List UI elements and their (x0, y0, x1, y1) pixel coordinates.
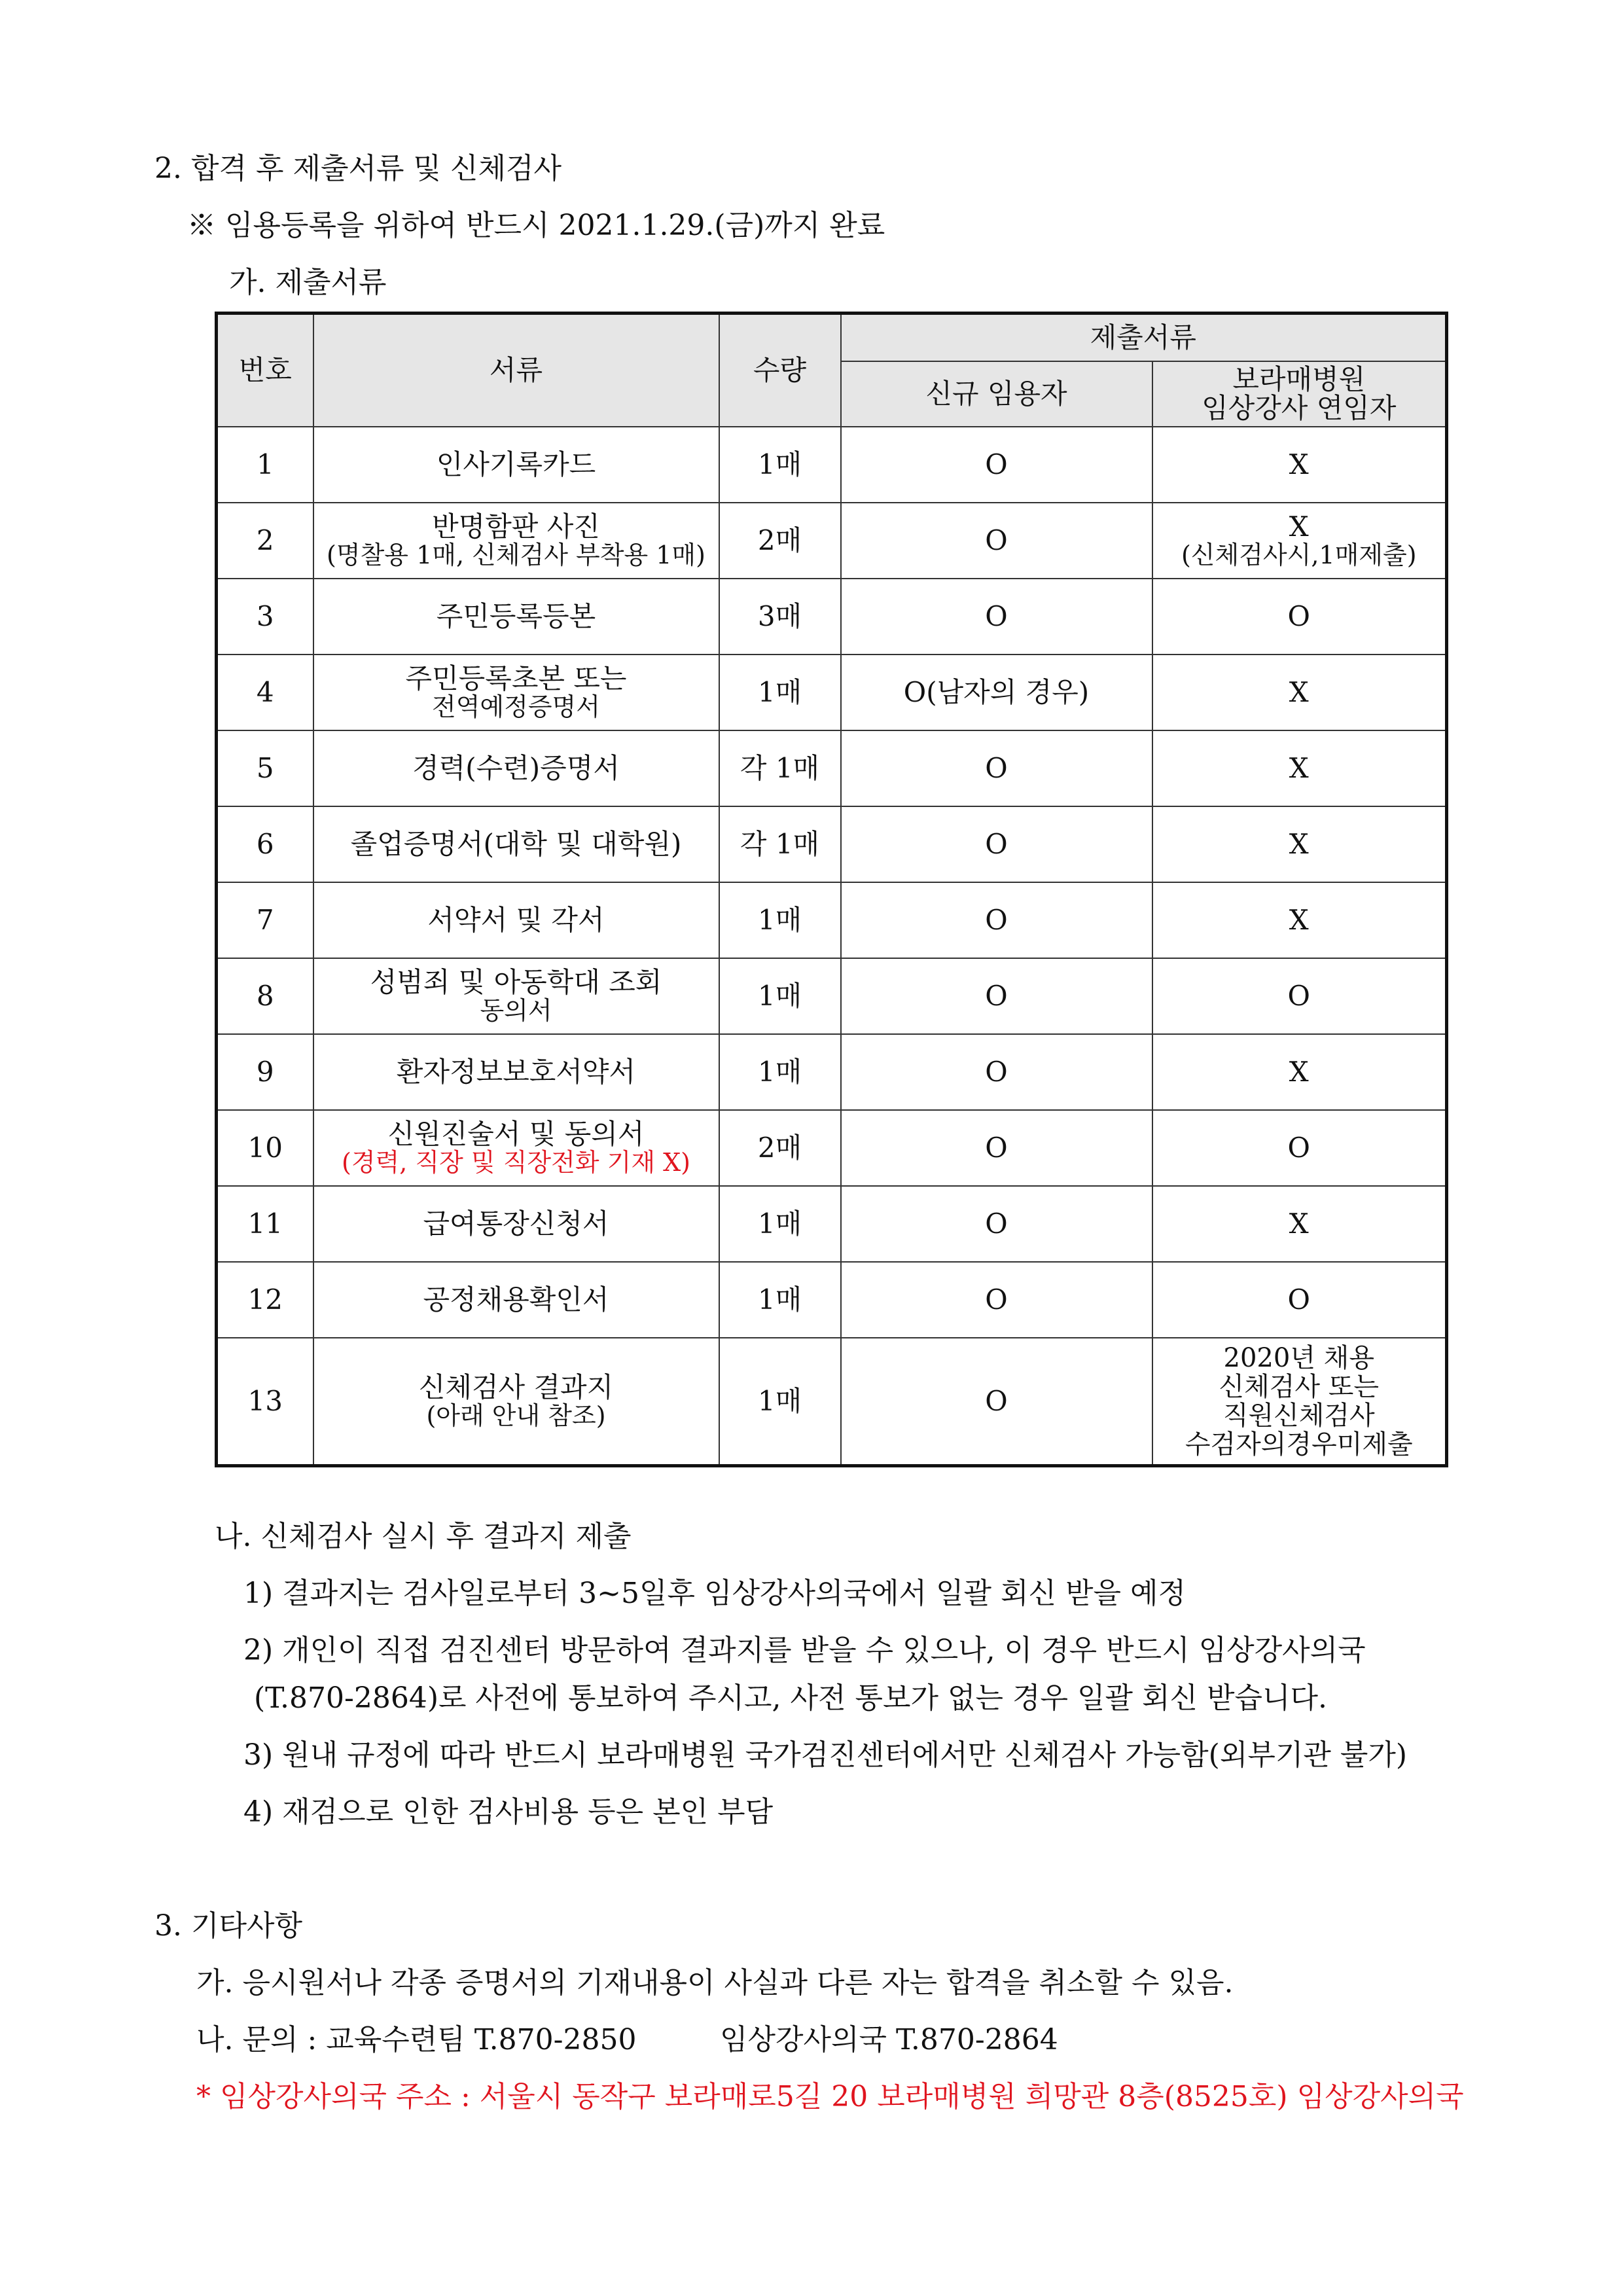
document-name: 성범죄 및 아동학대 조회 (370, 966, 662, 998)
row-document (313, 806, 719, 882)
row-document (313, 427, 719, 503)
row-renewal (1152, 730, 1447, 806)
header-quantity: 수량 (719, 314, 841, 427)
row-quantity: 각 1매 (719, 806, 841, 882)
renewal-detail: (신체검사시,1매제출) (1181, 541, 1417, 569)
row-number: 3 (217, 579, 313, 655)
row-number: 11 (217, 1186, 313, 1262)
header-no: 번호 (217, 314, 313, 427)
row-new-hire: O (841, 579, 1152, 655)
row-renewal (1152, 503, 1447, 579)
row-renewal (1152, 579, 1447, 655)
etc-item-b-contact-2: 임상강사의국 T.870-2864 (720, 2023, 1058, 2056)
renewal-mark: X (1289, 1208, 1309, 1240)
row-number: 5 (217, 730, 313, 806)
section-3-title: 3. 기타사항 (154, 1909, 302, 1943)
row-document (313, 503, 719, 579)
row-new-hire: O (841, 1338, 1152, 1466)
document-name: 경력(수련)증명서 (412, 752, 620, 784)
row-renewal (1152, 1110, 1447, 1186)
row-document (313, 730, 719, 806)
etc-item-a: 가. 응시원서나 각종 증명서의 기재내용이 사실과 다른 자는 합격을 취소할 수 있음. (196, 1966, 1234, 2000)
row-document (313, 1034, 719, 1110)
table-row (217, 579, 1447, 655)
office-address: * 임상강사의국 주소 : 서울시 동작구 보라매로5길 20 보라매병원 희망관 8층(8525호) 임상강사의국 (196, 2080, 1464, 2113)
row-document (313, 1262, 719, 1338)
row-new-hire: O (841, 958, 1152, 1034)
table-row (217, 1262, 1447, 1338)
row-number: 1 (217, 427, 313, 503)
row-quantity: 1매 (719, 1186, 841, 1262)
document-name: 주민등록등본 (436, 600, 596, 632)
row-number: 12 (217, 1262, 313, 1338)
table-row (217, 806, 1447, 882)
row-new-hire: O (841, 806, 1152, 882)
header-document: 서류 (313, 314, 719, 427)
row-quantity: 1매 (719, 1034, 841, 1110)
row-renewal (1152, 882, 1447, 958)
row-number: 13 (217, 1338, 313, 1466)
table-row (217, 427, 1447, 503)
table-row (217, 1186, 1447, 1262)
document-name: 환자정보보호서약서 (396, 1056, 636, 1088)
row-quantity: 1매 (719, 427, 841, 503)
row-new-hire: O (841, 1110, 1152, 1186)
document-name: 급여통장신청서 (423, 1208, 609, 1240)
row-new-hire: O (841, 503, 1152, 579)
renewal-mark: X (1289, 676, 1309, 708)
document-detail: 전역예정증명서 (432, 692, 600, 721)
subsection-b-title: 나. 신체검사 실시 후 결과지 제출 (215, 1520, 632, 1553)
document-detail: (명찰용 1매, 신체검사 부착용 1매) (327, 541, 705, 569)
header-renewal-line1: 보라매병원 (1232, 363, 1366, 395)
row-quantity: 1매 (719, 958, 841, 1034)
row-number: 6 (217, 806, 313, 882)
document-detail: 동의서 (480, 996, 552, 1025)
row-renewal (1152, 1262, 1447, 1338)
table-row (217, 655, 1447, 730)
row-new-hire: O (841, 1186, 1152, 1262)
table-row (217, 503, 1447, 579)
document-warning: (경력, 직장 및 직장전화 기재 X) (342, 1148, 690, 1177)
row-number: 8 (217, 958, 313, 1034)
row-number: 7 (217, 882, 313, 958)
document-name: 주민등록초본 또는 (405, 662, 627, 694)
note-item-2: 2) 개인이 직접 검진센터 방문하여 결과지를 받을 수 있으나, 이 경우 반드시 임상강사의국 (243, 1634, 1366, 1667)
table-row (217, 730, 1447, 806)
row-quantity: 각 1매 (719, 730, 841, 806)
note-item-3: 3) 원내 규정에 따라 반드시 보라매병원 국가검진센터에서만 신체검사 가능함(외부기관 불가) (243, 1738, 1408, 1772)
row-new-hire: O (841, 1262, 1152, 1338)
row-document (313, 1110, 719, 1186)
note-item-1: 1) 결과지는 검사일로부터 3~5일후 임상강사의국에서 일괄 회신 받을 예정 (243, 1577, 1186, 1610)
row-document (313, 1186, 719, 1262)
renewal-mark: X (1289, 904, 1309, 936)
row-new-hire: O (841, 1034, 1152, 1110)
deadline-note: ※ 임용등록을 위하여 반드시 2021.1.29.(금)까지 완료 (187, 209, 885, 242)
document-name: 졸업증명서(대학 및 대학원) (350, 828, 682, 860)
row-number: 2 (217, 503, 313, 579)
note-item-4: 4) 재검으로 인한 검사비용 등은 본인 부담 (243, 1795, 774, 1829)
row-new-hire: O(남자의 경우) (841, 655, 1152, 730)
row-quantity: 1매 (719, 1338, 841, 1466)
document-name: 신원진술서 및 동의서 (387, 1118, 645, 1150)
row-quantity: 1매 (719, 655, 841, 730)
renewal-mark: X (1289, 752, 1309, 784)
renewal-line: 수검자의경우미제출 (1185, 1429, 1413, 1460)
document-name: 반명함판 사진 (432, 511, 600, 543)
renewal-mark: O (1287, 600, 1310, 632)
document-name: 공정채용확인서 (423, 1283, 609, 1316)
renewal-mark: X (1289, 511, 1309, 543)
row-quantity: 3매 (719, 579, 841, 655)
row-quantity: 2매 (719, 503, 841, 579)
row-renewal (1152, 655, 1447, 730)
row-renewal (1152, 427, 1447, 503)
row-document (313, 579, 719, 655)
row-renewal (1152, 958, 1447, 1034)
row-number: 9 (217, 1034, 313, 1110)
renewal-mark: O (1287, 1283, 1310, 1316)
header-submission-group: 제출서류 (841, 314, 1447, 362)
row-quantity: 2매 (719, 1110, 841, 1186)
renewal-mark: O (1287, 1132, 1310, 1164)
renewal-mark: X (1289, 448, 1309, 480)
table-row (217, 882, 1447, 958)
header-new-hire: 신규 임용자 (841, 361, 1152, 427)
note-item-2-cont: (T.870-2864)로 사전에 통보하여 주시고, 사전 통보가 없는 경우 일괄 회신 받습니다. (254, 1681, 1327, 1715)
document-detail: (아래 안내 참조) (426, 1401, 606, 1430)
row-document (313, 958, 719, 1034)
table-row (217, 958, 1447, 1034)
table-row (217, 1110, 1447, 1186)
section-2-title: 2. 합격 후 제출서류 및 신체검사 (154, 152, 562, 185)
header-renewal (1152, 361, 1447, 427)
table-row (217, 1034, 1447, 1110)
row-new-hire: O (841, 730, 1152, 806)
renewal-mark: X (1289, 828, 1309, 860)
row-quantity: 1매 (719, 1262, 841, 1338)
subsection-a-title: 가. 제출서류 (229, 266, 387, 299)
document-name: 인사기록카드 (436, 448, 596, 480)
row-new-hire: O (841, 427, 1152, 503)
table-row (217, 1338, 1447, 1466)
renewal-line: 신체검사 또는 (1219, 1372, 1380, 1402)
row-number: 4 (217, 655, 313, 730)
renewal-mark: O (1287, 980, 1310, 1012)
row-document (313, 882, 719, 958)
row-document (313, 1338, 719, 1466)
row-renewal (1152, 1186, 1447, 1262)
row-renewal (1152, 806, 1447, 882)
row-quantity: 1매 (719, 882, 841, 958)
header-renewal-line2: 임상강사 연임자 (1202, 392, 1397, 424)
document-name: 서약서 및 각서 (427, 904, 605, 936)
row-renewal (1152, 1338, 1447, 1466)
renewal-line: 직원신체검사 (1222, 1401, 1375, 1431)
row-document (313, 655, 719, 730)
renewal-mark: X (1289, 1056, 1309, 1088)
row-renewal (1152, 1034, 1447, 1110)
row-new-hire: O (841, 882, 1152, 958)
row-number: 10 (217, 1110, 313, 1186)
document-name: 신체검사 결과지 (418, 1371, 614, 1403)
etc-item-b-inquiry: 나. 문의 : 교육수련팀 T.870-2850 (196, 2023, 637, 2056)
submission-documents-table (215, 312, 1448, 1467)
renewal-line: 2020년 채용 (1223, 1343, 1374, 1373)
